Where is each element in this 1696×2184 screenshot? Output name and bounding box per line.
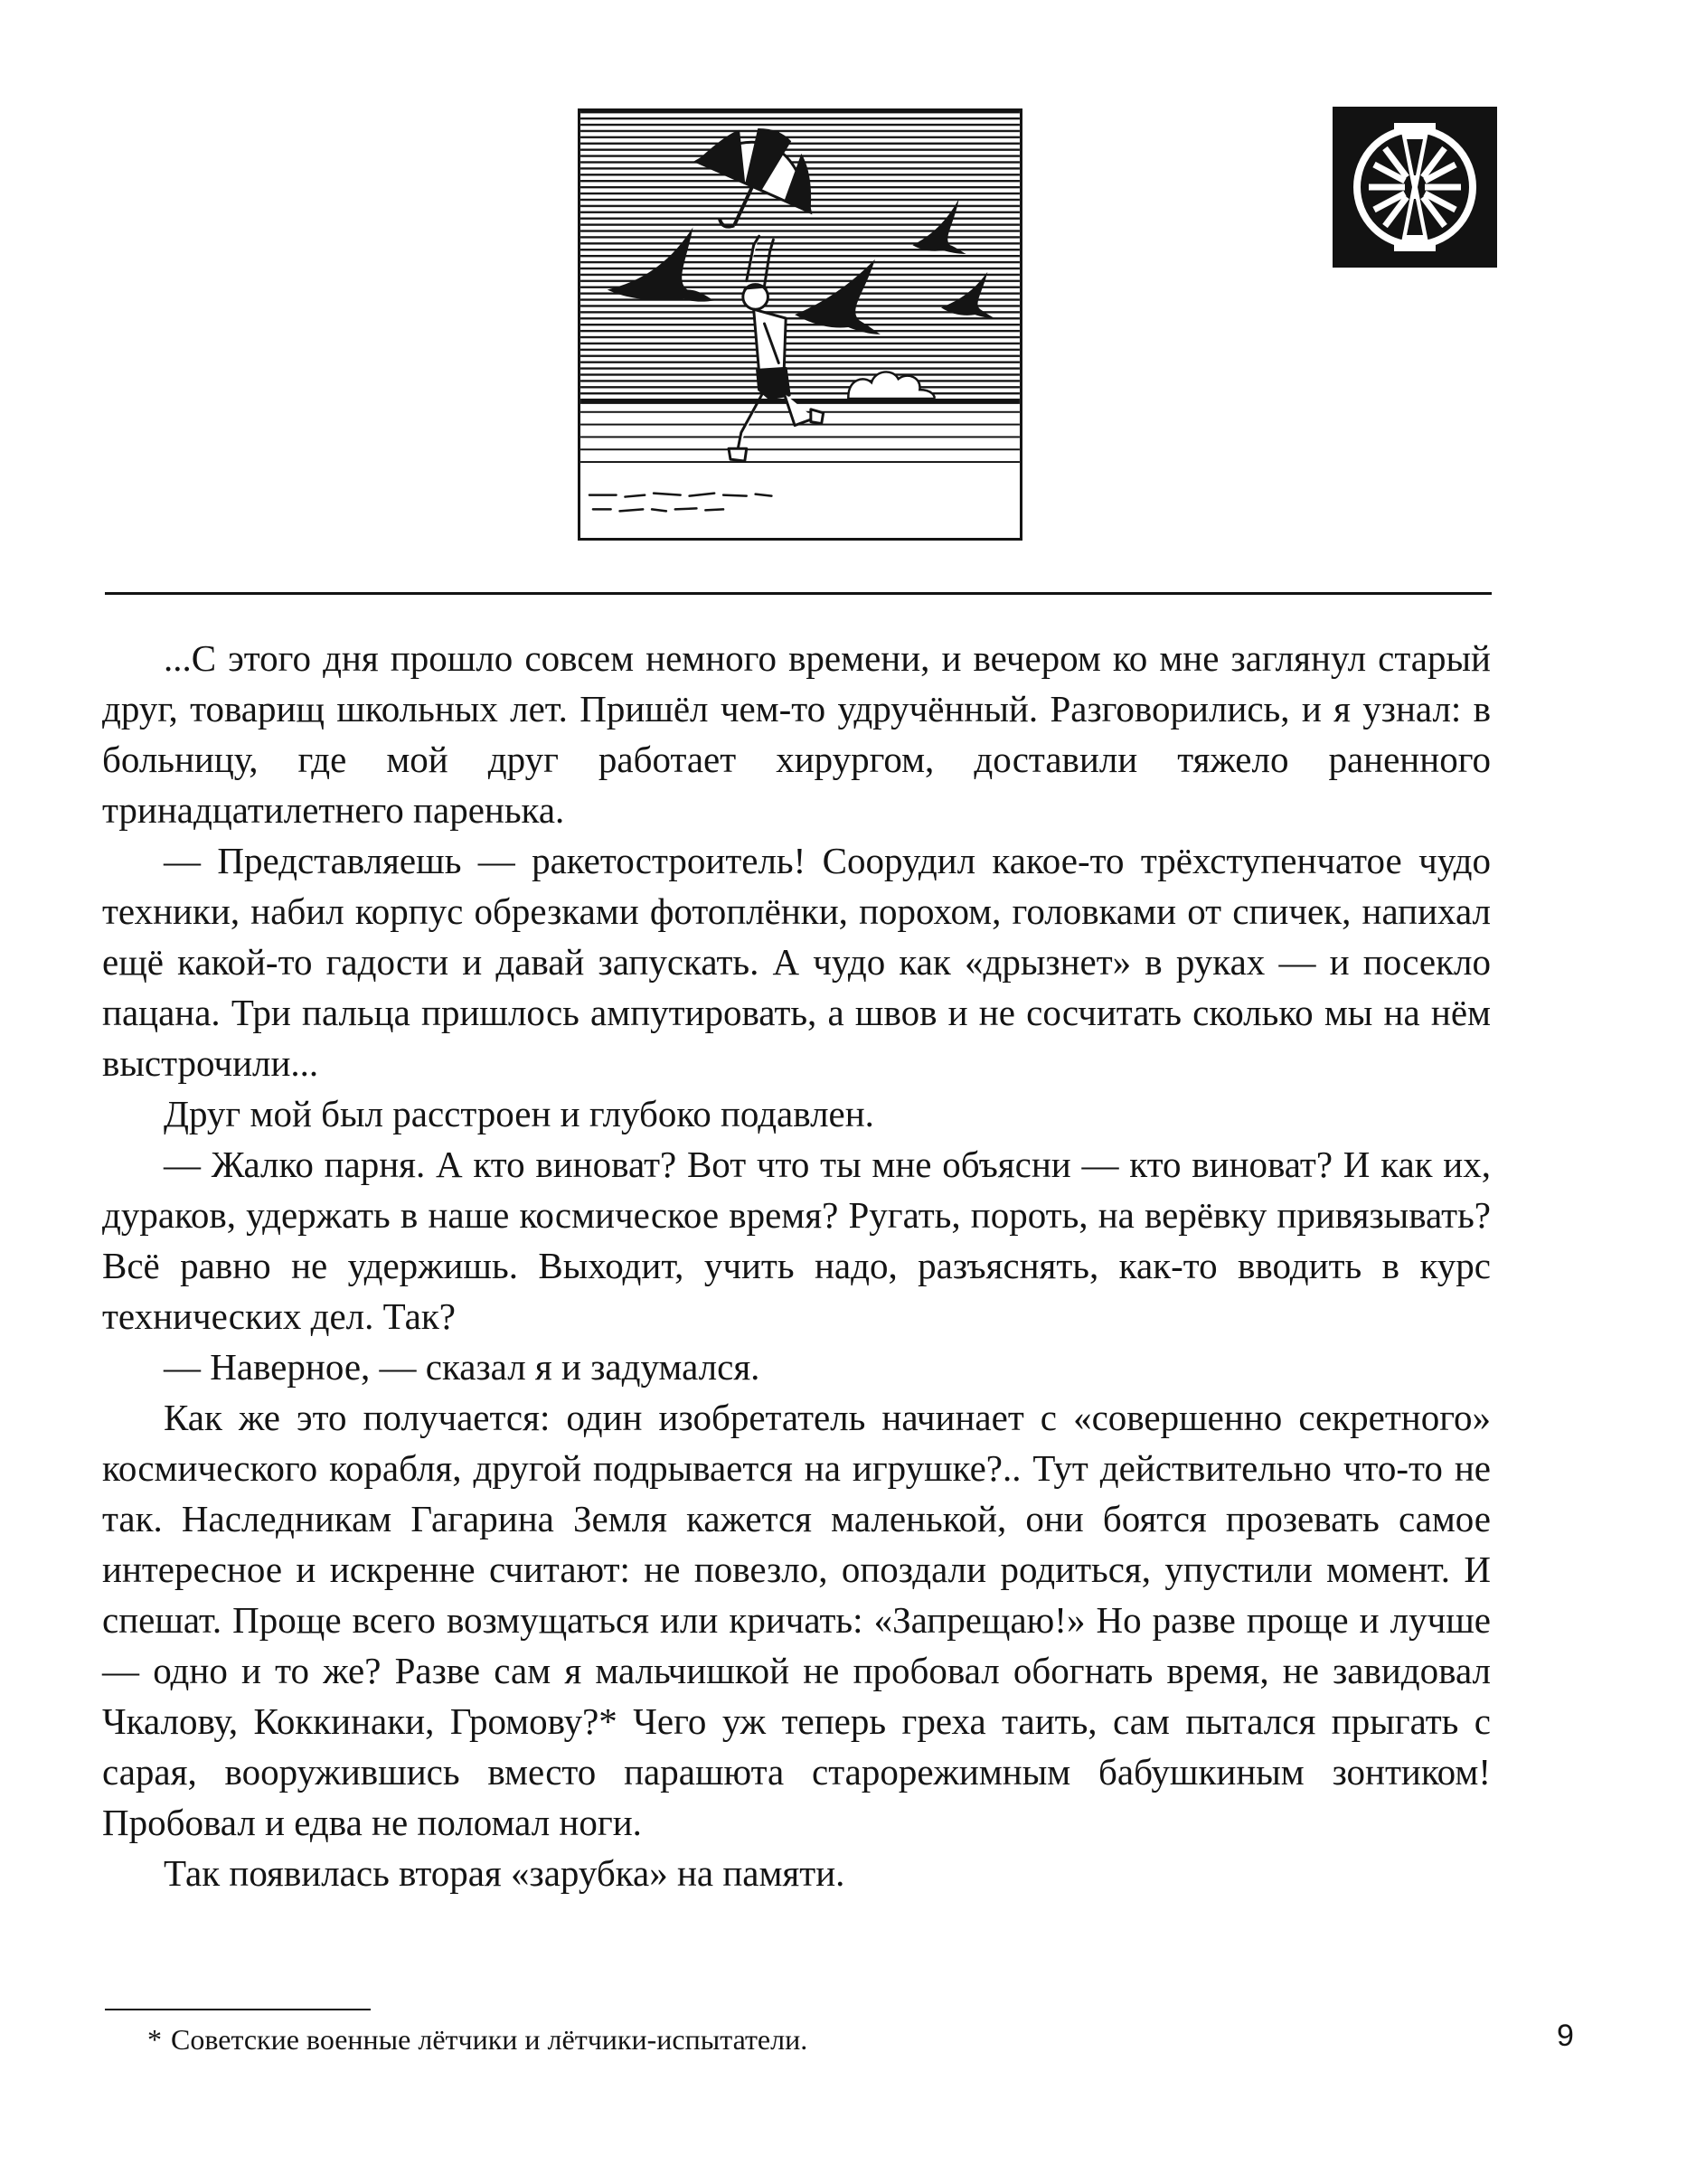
footnote-rule bbox=[105, 2009, 371, 2010]
footnote-text: Советские военные лётчики и лётчики-испытатели. bbox=[171, 2023, 808, 2056]
page-number: 9 bbox=[1557, 2019, 1574, 2053]
paragraph: Как же это получается: один изобретатель начинает с «совершенно секретного» космического корабля, другой подрывается на игрушке?.. Тут действительно что-то не так. Наследникам Гагарина Земля кажется маленькой, они боятся прозевать самое интересное и искренне считают: не повезло, опоздали родиться, упустили момент. И спешат. Проще всего возмущаться или кричать: «Запрещаю!» Но разве проще и лучше — одно и то же? Разве сам я мальчишкой не пробовал обогнать время, не завидовал Чкалову, Коккинаки, Громову?* Чего уж теперь греха таить, сам пытался прыгать с сарая, вооружившись вместо парашюта старорежимным бабушкиным зонтиком! Пробовал и едва не поломал ноги. bbox=[102, 1397, 1491, 1843]
hourglass-wheel-emblem-icon bbox=[1333, 107, 1497, 268]
paragraph: — Жалко парня. А кто виноват? Вот что ты мне объясни — кто виноват? И как их, дураков, удержать в наше космическое время? Ругать, пороть, на верёвку привязывать? Всё равно не удержишь. Выходит, учить надо, разъяснять, как-то вводить в курс технических дел. Так? bbox=[102, 1144, 1491, 1337]
body-text bbox=[102, 633, 1491, 1898]
paragraph: — Наверное, — сказал я и задумался. bbox=[164, 1346, 760, 1388]
paragraph: — Представляешь — ракетостроитель! Соорудил какое-то трёхступенчатое чудо техники, набил корпус обрезками фотоплёнки, порохом, головками от спичек, напихал ещё какой-то гадости и давай запускать. А чудо как «дрызнет» в руках — и посекло пацана. Три пальца пришлось ампутировать, а швов и не сосчитать сколько мы на нём выстрочили... bbox=[102, 840, 1491, 1084]
paragraph: ...С этого дня прошло совсем немного времени, и вечером ко мне заглянул старый друг, товарищ школьных лет. Пришёл чем-то удручённый. Разговорились, и я узнал: в больницу, где мой друг работает хирургом, доставили тяжело раненного тринадцатилетнего паренька. bbox=[102, 637, 1491, 831]
paragraph: Так появилась вторая «зарубка» на памяти. bbox=[164, 1852, 845, 1894]
header-rule bbox=[105, 592, 1492, 595]
paragraph: Друг мой был расстроен и глубоко подавлен. bbox=[164, 1093, 874, 1134]
boy-with-umbrella-and-swallows-illustration bbox=[578, 108, 1022, 541]
footnote-mark: * bbox=[147, 2023, 162, 2056]
footnote bbox=[147, 2019, 1232, 2059]
